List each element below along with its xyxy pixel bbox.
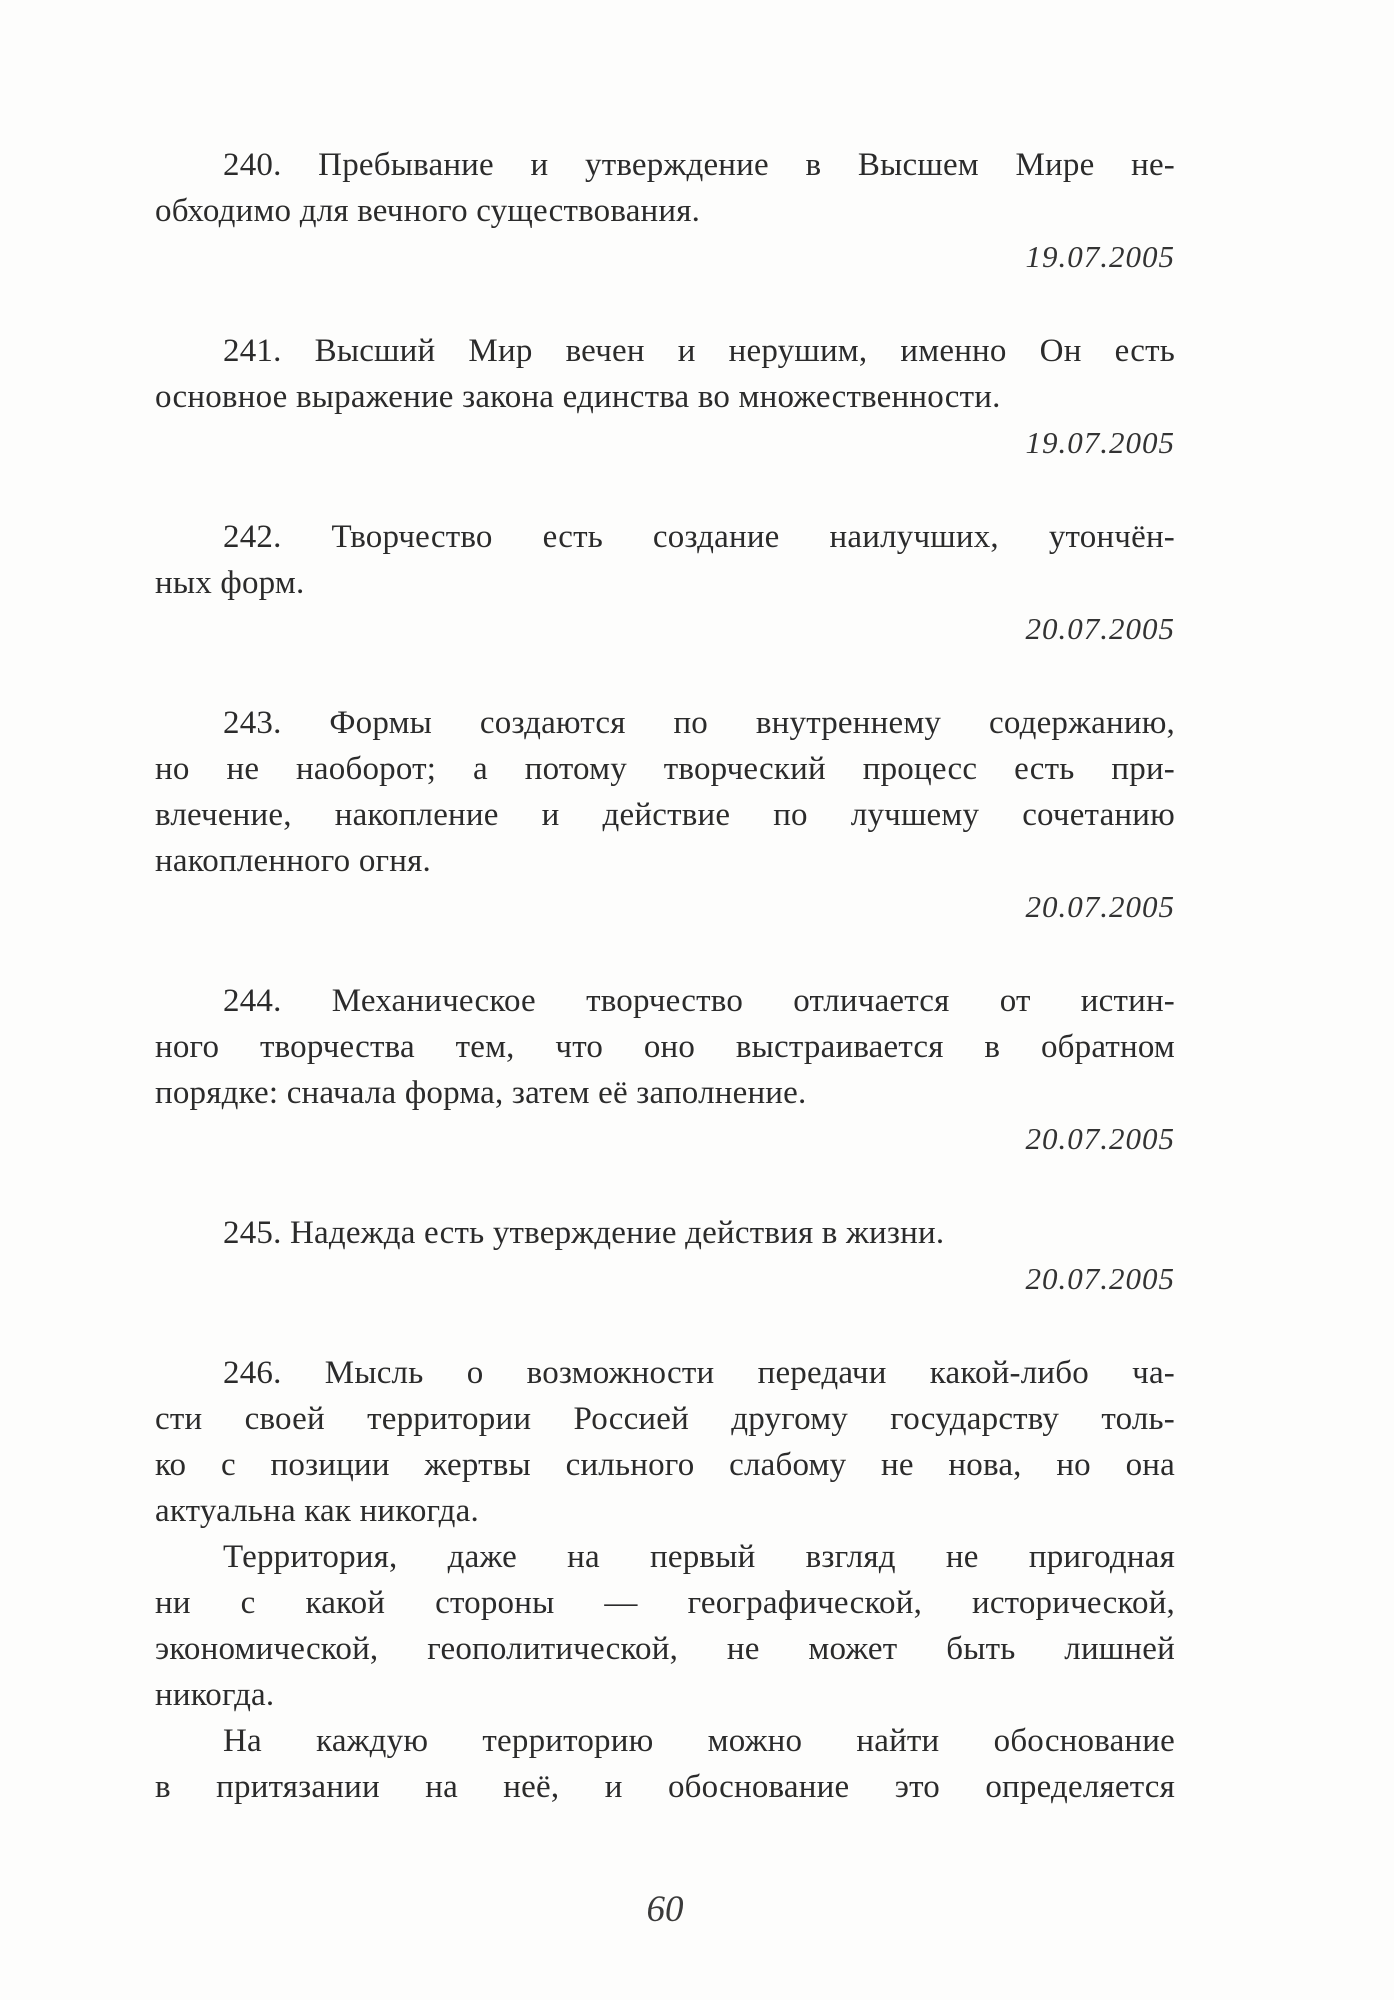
paragraph (155, 1350, 1175, 1534)
text-line: основное выражение закона единства во множественности. (155, 379, 1001, 415)
text-line: ко с позиции жертвы сильного слабому не нова, но она (155, 1447, 1175, 1483)
text-line: порядке: сначала форма, затем её заполнение. (155, 1075, 807, 1111)
text-line: влечение, накопление и действие по лучшему сочетанию (155, 797, 1175, 833)
aphorism-list (155, 142, 1175, 1810)
text-line: На каждую территорию можно найти обоснование (223, 1723, 1175, 1759)
text-line: Территория, даже на первый взгляд не пригодная (223, 1539, 1175, 1575)
text-line: 241. Высший Мир вечен и нерушим, именно Он есть (223, 333, 1175, 369)
entry-date: 20.07.2005 (1025, 889, 1175, 924)
page-number: 60 (646, 1889, 684, 1930)
text-line: ни с какой стороны — географической, исторической, (155, 1585, 1175, 1621)
text-line: 240. Пребывание и утверждение в Высшем Мире не- (223, 147, 1175, 183)
aphorism-section (155, 1210, 1175, 1302)
paragraph (155, 1718, 1175, 1810)
paragraph (155, 1534, 1175, 1718)
text-line: накопленного огня. (155, 843, 431, 879)
text-line: 246. Мысль о возможности передачи какой-либо ча- (223, 1355, 1175, 1391)
aphorism-section (155, 700, 1175, 930)
paragraph (155, 514, 1175, 606)
entry-date: 20.07.2005 (1025, 611, 1175, 646)
text-line: но не наоборот; а потому творческий процесс есть при- (155, 751, 1175, 787)
aphorism-section (155, 328, 1175, 466)
text-line: актуальна как никогда. (155, 1493, 479, 1529)
aphorism-section (155, 514, 1175, 652)
aphorism-section (155, 978, 1175, 1162)
text-line: ного творчества тем, что оно выстраивается в обратном (155, 1029, 1175, 1065)
text-line: 244. Механическое творчество отличается от истин- (223, 983, 1175, 1019)
entry-date: 20.07.2005 (1025, 1121, 1175, 1156)
aphorism-section (155, 142, 1175, 280)
text-line: 245. Надежда есть утверждение действия в жизни. (223, 1215, 945, 1251)
entry-date: 20.07.2005 (1025, 1261, 1175, 1296)
text-line: сти своей территории Россией другому государству толь- (155, 1401, 1175, 1437)
paragraph (155, 978, 1175, 1116)
page-footer (155, 1887, 1175, 1933)
text-line: в притязании на неё, и обоснование это определяется (155, 1769, 1175, 1805)
text-line: обходимо для вечного существования. (155, 193, 701, 229)
entry-date: 19.07.2005 (1025, 425, 1175, 460)
paragraph (155, 700, 1175, 884)
text-line: 243. Формы создаются по внутреннему содержанию, (223, 705, 1175, 741)
entry-date: 19.07.2005 (1025, 239, 1175, 274)
text-column (155, 142, 1175, 1933)
text-line: 242. Творчество есть создание наилучших, утончён- (223, 519, 1175, 555)
paragraph (155, 1210, 1175, 1256)
text-line: никогда. (155, 1677, 275, 1713)
text-line: ных форм. (155, 565, 305, 601)
text-line: экономической, геополитической, не может быть лишней (155, 1631, 1175, 1667)
paragraph (155, 328, 1175, 420)
paragraph (155, 142, 1175, 234)
aphorism-section (155, 1350, 1175, 1810)
